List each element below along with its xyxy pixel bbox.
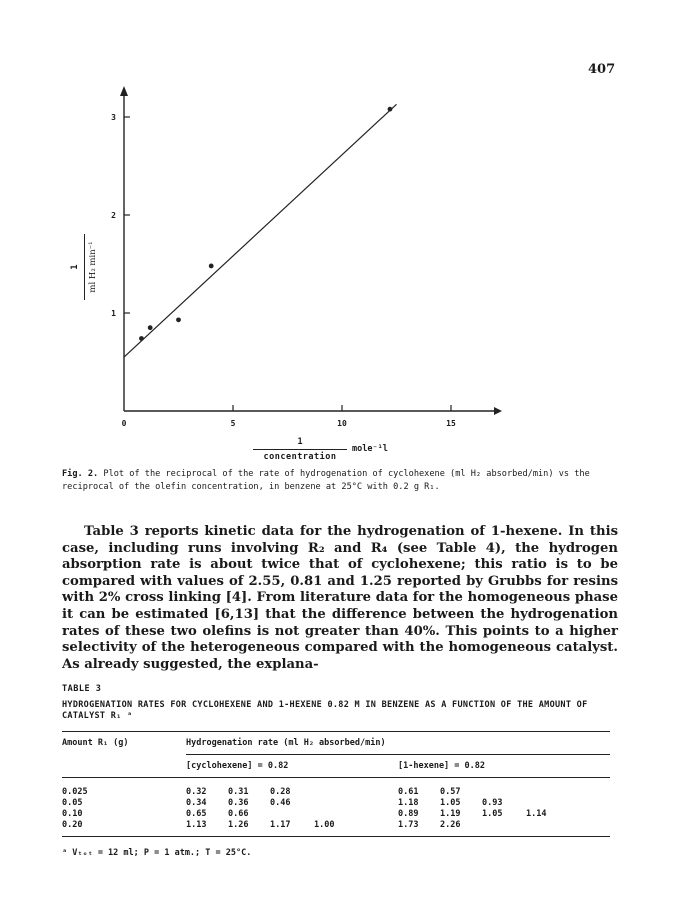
table-bottom-rule	[62, 836, 610, 837]
table-cell-amount: 0.10	[62, 809, 83, 819]
y-axis-label-denominator: ml H₂ min⁻¹	[88, 241, 98, 293]
x-axis-label-fraction-bar	[253, 449, 347, 450]
table-cell-cyclohexene-rate: 0.32	[186, 787, 207, 797]
table-header-rate: Hydrogenation rate (ml H₂ absorbed/min)	[186, 738, 386, 748]
table-cell-cyclohexene-rate: 0.28	[270, 787, 291, 797]
table-header-amount: Amount R₁ (g)	[62, 738, 129, 748]
table-title: HYDROGENATION RATES FOR CYCLOHEXENE AND 1-HEXENE 0.82 M IN BENZENE AS A FUNCTION OF THE AMOUNT OF CATALYST R₁ ᵃ	[62, 700, 588, 721]
table-subheader-cyclohexene: [cyclohexene] = 0.82	[186, 761, 289, 771]
table-cell-cyclohexene-rate: 1.13	[186, 820, 207, 830]
table-cell-cyclohexene-rate: 0.66	[228, 809, 249, 819]
y-axis-label-fraction-bar	[84, 234, 85, 300]
figure-caption-prefix: Fig. 2.	[62, 469, 99, 479]
table-footnote: ᵃ Vₜₒₜ = 12 ml; P = 1 atm.; T = 25°C.	[62, 848, 252, 858]
table-cell-cyclohexene-rate: 0.65	[186, 809, 207, 819]
table-cell-cyclohexene-rate: 0.34	[186, 798, 207, 808]
table-cell-amount: 0.05	[62, 798, 83, 808]
table-cell-cyclohexene-rate: 1.17	[270, 820, 291, 830]
table-header-subrule	[186, 754, 610, 755]
body-paragraph: Table 3 reports kinetic data for the hydrogenation of 1-hexene. In this case, including runs involving R₂ and R₄ (see Table 4), the hydrogen absorption rate is about twice that of cyclohexene; this ratio is to be compared with values of 2.55, 0.81 and 1.25 reported by Grubbs for resins with 2% cross linking [4]. From literature data for the homogeneous phase it can be estimated [6,13] that the difference between the hydrogenation rates of these two olefins is not greater than 40%. This points to a higher selectivity of the heterogeneous compared with the homogeneous catalyst. As already suggested, the explana-	[62, 524, 618, 672]
table-cell-hexene-rate: 1.19	[440, 809, 461, 819]
x-tick-label: 10	[337, 419, 347, 428]
table-cell-cyclohexene-rate: 1.26	[228, 820, 249, 830]
table-header-bottom-rule	[62, 777, 610, 778]
table-cell-cyclohexene-rate: 0.36	[228, 798, 249, 808]
table-cell-hexene-rate: 1.05	[482, 809, 503, 819]
data-point	[176, 317, 181, 322]
y-tick-label: 1	[111, 309, 116, 318]
table-cell-hexene-rate: 2.26	[440, 820, 461, 830]
table-cell-amount: 0.025	[62, 787, 88, 797]
x-axis-unit: mole⁻¹l	[352, 444, 388, 454]
table-cell-hexene-rate: 1.18	[398, 798, 419, 808]
table-cell-cyclohexene-rate: 1.00	[314, 820, 335, 830]
table-cell-hexene-rate: 1.05	[440, 798, 461, 808]
data-point	[388, 107, 393, 112]
table-top-rule	[62, 731, 610, 732]
data-point	[139, 336, 144, 341]
page-number: 407	[588, 62, 616, 77]
x-axis-label-denominator: concentration	[263, 452, 337, 462]
x-tick-label: 0	[121, 419, 127, 428]
plot-marks	[124, 104, 397, 357]
table-cell-hexene-rate: 0.57	[440, 787, 461, 797]
table-cell-hexene-rate: 1.73	[398, 820, 419, 830]
table-cell-cyclohexene-rate: 0.46	[270, 798, 291, 808]
table-cell-hexene-rate: 0.93	[482, 798, 503, 808]
data-point	[209, 264, 214, 269]
x-axis-arrow	[494, 407, 502, 415]
table-cell-amount: 0.20	[62, 820, 83, 830]
body-text	[62, 524, 618, 673]
x-tick-label: 15	[446, 419, 456, 428]
data-point	[148, 325, 153, 330]
x-axis-label-numerator: 1	[297, 437, 303, 447]
figure-caption-text: Plot of the reciprocal of the rate of hydrogenation of cyclohexene (ml H₂ absorbed/min) vs the reciprocal of the olefin concentration, in benzene at 25°C with 0.2 g R₁.	[62, 469, 590, 492]
fit-line	[124, 104, 397, 357]
table-cell-cyclohexene-rate: 0.31	[228, 787, 249, 797]
table-cell-hexene-rate: 0.89	[398, 809, 419, 819]
y-tick-label: 3	[111, 113, 116, 122]
y-axis-arrow	[120, 86, 128, 96]
table-cell-hexene-rate: 1.14	[526, 809, 547, 819]
plot-tick-labels	[111, 113, 456, 428]
x-tick-label: 5	[230, 419, 236, 428]
y-tick-label: 2	[111, 211, 116, 220]
figure-caption	[62, 468, 622, 494]
y-axis-label	[58, 232, 128, 302]
y-axis-label-numerator: 1	[70, 264, 80, 270]
table-subheader-hexene: [1-hexene] = 0.82	[398, 761, 485, 771]
table-label: TABLE 3	[62, 684, 102, 694]
plot-axes	[120, 86, 502, 415]
table-cell-hexene-rate: 0.61	[398, 787, 419, 797]
